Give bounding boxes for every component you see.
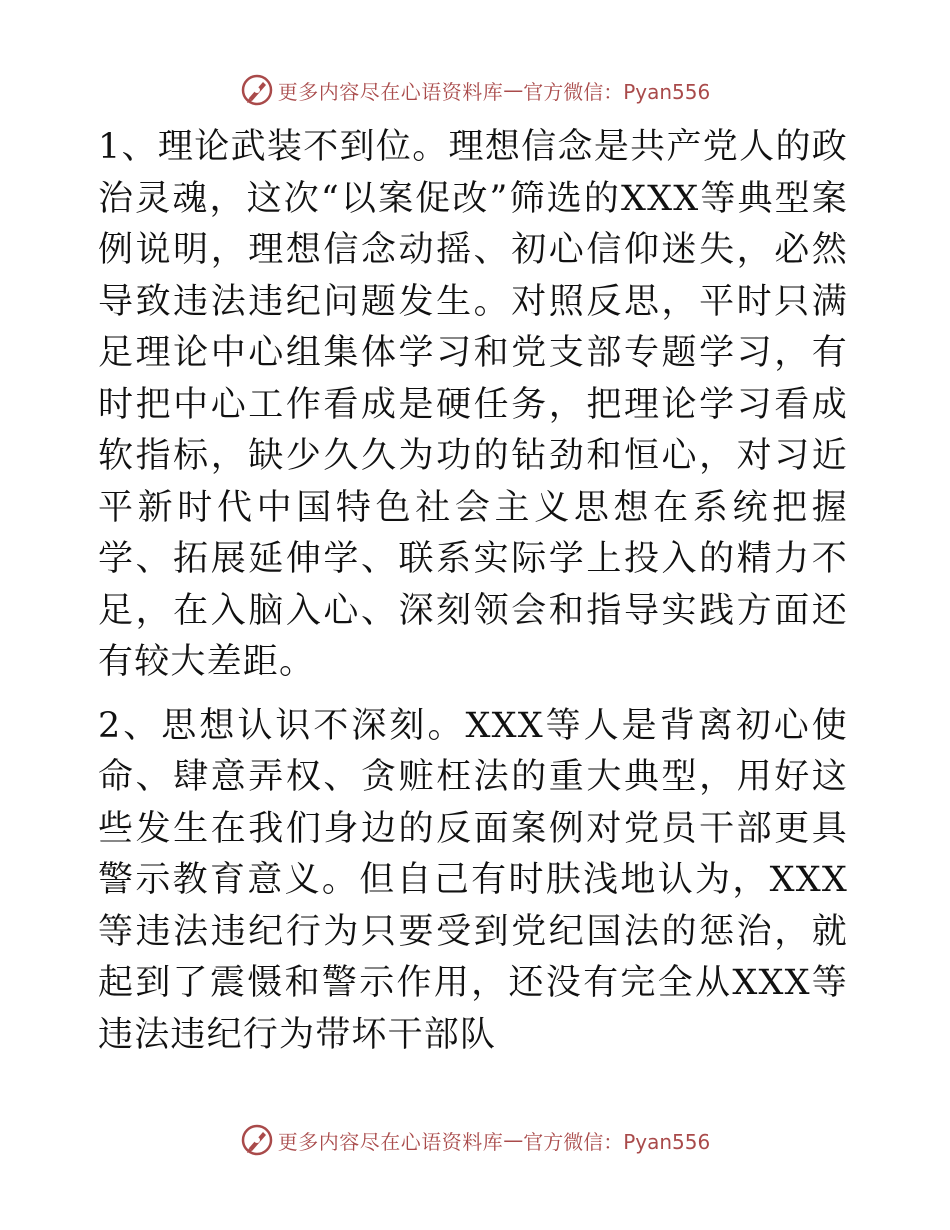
paragraph-2: 2、思想认识不深刻。XXX等人是背离初心使命、肆意弄权、贪赃枉法的重大典型，用好这些发生在我们身边的反面案例对党员干部更具警示教育意义。但自己有时肤浅地认为，XXX等违法违纪行为只要受到党纪国法的惩治，就起到了震慑和警示作用，还没有完全从XXX等违法违纪行为带坏干部队 xyxy=(98,705,848,1055)
pen-circle-logo-icon xyxy=(240,1123,274,1157)
banner-title: 更多内容尽在心语资料库 xyxy=(277,1129,504,1154)
banner-separator: — xyxy=(503,1128,524,1152)
banner-wechat: 官方微信：Pyan556 xyxy=(523,1129,711,1154)
banner-title: 更多内容尽在心语资料库 xyxy=(277,79,504,104)
pen-circle-logo-icon xyxy=(240,73,274,107)
header-banner xyxy=(0,70,950,110)
footer-banner xyxy=(0,1120,950,1160)
paragraph-1: 1、理论武装不到位。理想信念是共产党人的政治灵魂，这次“以案促改”筛选的XXX等典型案例说明，理想信念动摇、初心信仰迷失，必然导致违法违纪问题发生。对照反思，平时只满足理论中心组集体学习和党支部专题学习，有时把中心工作看成是硬任务，把理论学习看成软指标，缺少久久为功的钻劲和恒心，对习近平新时代中国特色社会主义思想在系统把握学、拓展延伸学、联系实际学上投入的精力不足，在入脑入心、深刻领会和指导实践方面还有较大差距。 xyxy=(98,127,848,682)
banner-wechat: 官方微信：Pyan556 xyxy=(523,79,711,104)
document-body xyxy=(98,122,848,1061)
banner-separator: — xyxy=(503,78,524,102)
